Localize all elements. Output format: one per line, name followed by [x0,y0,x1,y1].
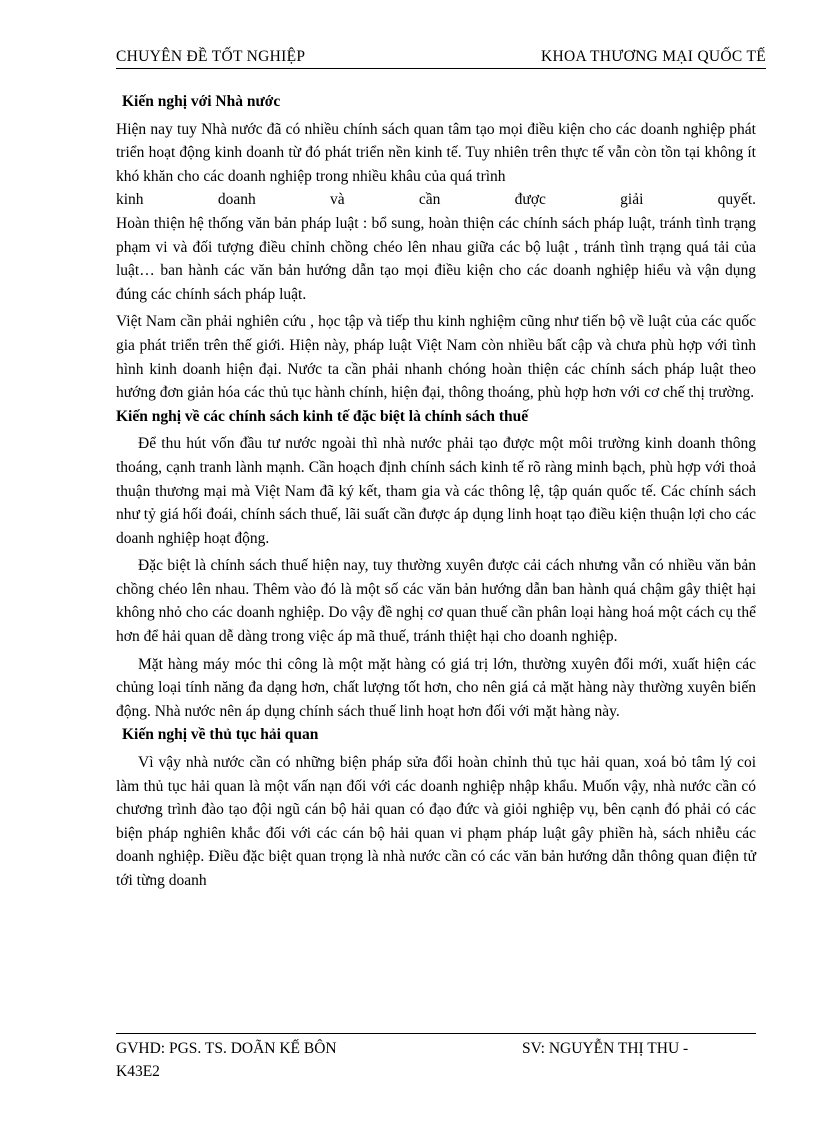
heading-state-recommendations: Kiến nghị với Nhà nước [122,93,281,110]
paragraph-intro-tail: kinh doanh và cần được giải quyết. [116,191,756,209]
paragraph-investment-environment: Để thu hút vốn đầu tư nước ngoài thì nhà nước phải tạo được một môi trường kinh doanh thông thoáng, cạnh tranh lành mạnh. Cần hoạch định chính sách kinh tế rõ ràng minh bạch, phù hợp với thoả thuận thương mại mà Việt Nam đã ký kết, tham gia và các thông lệ, tập quán quốc tế. Các chính sách như tỷ giá hối đoái, chính sách thuế, lãi suất cần được áp dụng linh hoạt tạo điều kiện thuận lợi cho các doanh nghiệp hoạt động. [116,435,756,547]
header-left-title: CHUYÊN ĐỀ TỐT NGHIỆP [116,48,306,65]
paragraph-customs: Vì vậy nhà nước cần có những biện pháp sửa đổi hoàn chỉnh thủ tục hải quan, xoá bỏ tâm lý coi làm thủ tục hải quan là một vấn nạn đối với các doanh nghiệp nhập khẩu. Muốn vậy, nhà nước cần có chương trình đào tạo đội ngũ cán bộ hải quan có đạo đức và giỏi nghiệp vụ, bên cạnh đó phải có các biện pháp nghiên khắc đối với các cán bộ hải quan vi phạm pháp luật gây phiền hà, sách nhiễu các doanh nghiệp. Điều đặc biệt quan trọng là nhà nước cần có các văn bản hướng dẫn thông quan điện tử tới từng doanh [116,754,756,889]
paragraph-legal-system: Hoàn thiện hệ thống văn bản pháp luật : bổ sung, hoàn thiện các chính sách pháp luật, tránh tình trạng phạm vi và đối tượng điều chỉnh chồng chéo lên nhau giữa các bộ luật , tránh tình trạng quá tải của luật… ban hành các văn bản hướng dẫn tạo mọi điều kiện cho các doanh nghiệp hiểu và vận dụng đúng các chính sách pháp luật. [116,214,756,303]
paragraph-machinery: Mặt hàng máy móc thi công là một mặt hàng có giá trị lớn, thường xuyên đổi mới, xuất hiện các chủng loại tính năng đa dạng hơn, chất lượng tốt hơn, cho nên giá cả mặt hàng này thường xuyên biến động. Nhà nước nên áp dụng chính sách thuế linh hoạt hơn đối với mặt hàng này. [116,655,756,720]
paragraph-tax-policy: Đặc biệt là chính sách thuế hiện nay, tuy thường xuyên được cải cách nhưng vẫn có nhiều văn bản chồng chéo lên nhau. Thêm vào đó là một số các văn bản hướng dẫn ban hành quá chậm gây thiệt hại không nhỏ cho các doanh nghiệp. Do vậy đề nghị cơ quan thuế cần phân loại hàng hoá một cách cụ thể hơn để hải quan dễ dàng trong việc áp mã thuế, tránh thiệt hại cho doanh nghiệp. [116,557,756,646]
footer-class: K43E2 [116,1063,160,1080]
document-body [116,90,756,893]
footer-student: SV: NGUYỄN THỊ THU - [522,1040,689,1057]
page-header [116,48,766,69]
paragraph-intro: Hiện nay tuy Nhà nước đã có nhiều chính sách quan tâm tạo mọi điều kiện cho các doanh nghiệp phát triển hoạt động kinh doanh từ đó phát triển nền kinh tế. Tuy nhiên trên thực tế vẫn còn tồn tại không ít khó khăn cho các doanh nghiệp trong nhiều khâu của quá trình [116,120,756,185]
footer-divider [116,1033,756,1034]
header-right-title: KHOA THƯƠNG MẠI QUỐC TẾ [540,48,766,65]
heading-economic-tax-policy: Kiến nghị về các chính sách kinh tế đặc biệt là chính sách thuế [116,407,529,425]
paragraph-learn-experience: Việt Nam cần phải nghiên cứu , học tập và tiếp thu kinh nghiệm cũng như tiến bộ về luật của các quốc gia phát triển trên thế giới. Hiện này, pháp luật Việt Nam còn nhiều bất cập và chưa phù hợp với tình hình kinh doanh hiện đại. Nước ta cần phải nhanh chóng hoàn thiện các chính sách pháp luật theo hướng đơn giản hóa các thủ tục hành chính, hiện đại, thông thoáng, phù hợp hơn với cơ chế thị trường. [116,313,756,402]
footer-supervisor: GVHD: PGS. TS. DOÃN KẾ BÔN [116,1040,337,1057]
heading-customs-procedures: Kiến nghị về thủ tục hải quan [122,726,319,744]
